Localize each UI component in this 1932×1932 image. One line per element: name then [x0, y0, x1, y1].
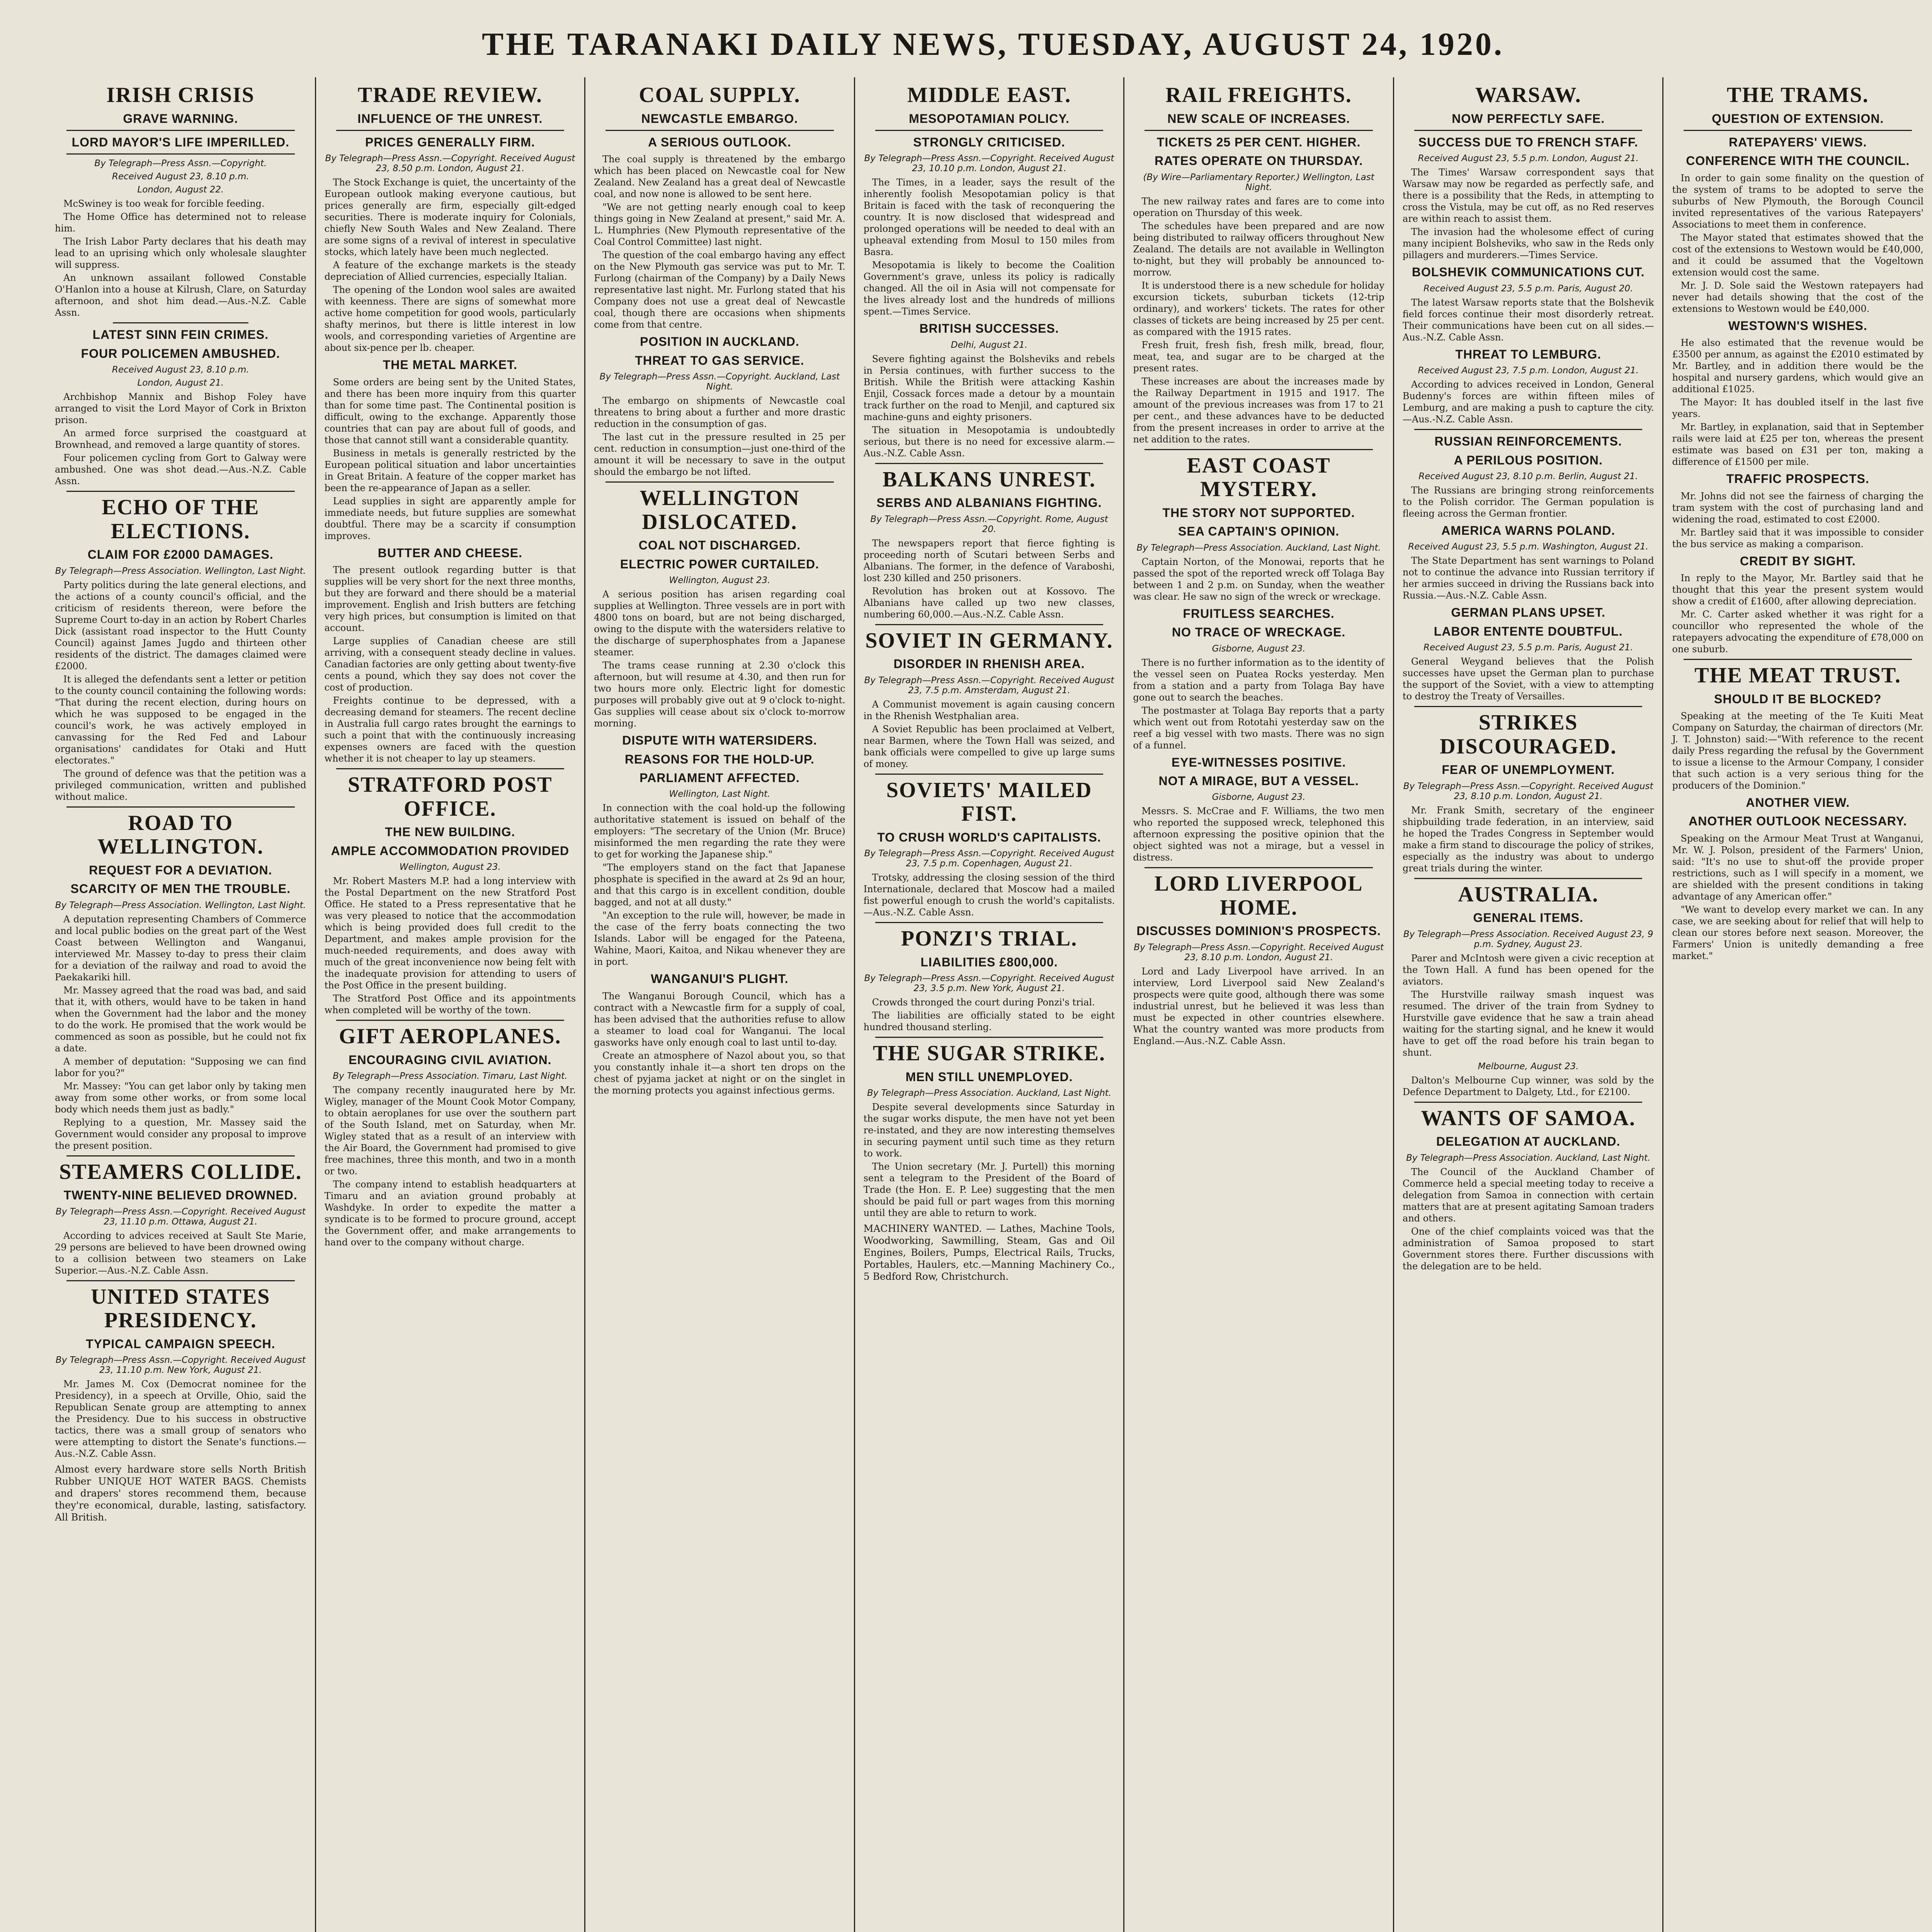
subheading: SERBS AND ALBANIANS FIGHTING.: [876, 496, 1102, 510]
dateline: Received August 23, 5.5 p.m. Paris, August 20.: [1423, 283, 1633, 294]
paragraph: The situation in Mesopotamia is undoubtedly serious, but there is no need for excessive alarm.—Aus.-N.Z. Cable Assn.: [863, 424, 1115, 459]
headline: MIDDLE EAST.: [907, 83, 1071, 107]
subheading: CLAIM FOR £2000 DAMAGES.: [87, 548, 274, 562]
paragraph: The Mayor: It has doubled itself in the last five years.: [1672, 397, 1924, 420]
dateline: London, August 21.: [137, 378, 224, 388]
paragraph: The latest Warsaw reports state that the Bolshevik field forces continue their most disorderly retreat. Their communications have been cut on all sides.—Aus.-N.Z. Cable Assn.: [1402, 297, 1654, 343]
divider: [875, 463, 1104, 464]
dateline: By Telegraph—Press Association. Wellington, Last Night.: [55, 566, 306, 576]
headline: STRATFORD POST OFFICE.: [348, 773, 553, 821]
paragraph: Freights continue to be depressed, with a decreasing demand for steamers. The recent decline in Australia full cargo rates brought the earnings to such a point that with the continuously increasing expenses owners are faced with the question whether it is not cheaper to lay up steamers.: [324, 695, 576, 764]
paragraph: Archbishop Mannix and Bishop Foley have arranged to visit the Lord Mayor of Cork in Brixton prison.: [55, 391, 306, 426]
dateline: Wellington, August 23.: [399, 862, 501, 872]
dateline: By Telegraph—Press Assn.—Copyright.: [94, 158, 267, 169]
paragraph: Messrs. S. McCrae and F. Williams, the two men who reported the supposed wreck, telephoned this afternoon expressing the positive opinion that the object sighted was not a mirage, but a vessel in distress.: [1133, 806, 1384, 863]
dateline: By Telegraph—Press Assn.—Copyright. Received August 23, 8.50 p.m. London, August 21.: [325, 153, 575, 174]
paragraph: Mr. Johns did not see the fairness of charging the tram system with the cost of purchasing land and widening the road, estimated to cost £2000.: [1672, 490, 1924, 525]
headline: SOVIETS' MAILED FIST.: [886, 778, 1092, 826]
divider: [66, 806, 295, 808]
headline: WARSAW.: [1475, 83, 1582, 107]
divider: [1414, 429, 1643, 430]
divider: [66, 1280, 295, 1281]
dateline: Wellington, Last Night.: [669, 789, 770, 799]
headline: PONZI'S TRIAL.: [901, 927, 1078, 951]
advertisement: Almost every hardware store sells North British Rubber UNIQUE HOT WATER BAGS. Chemists and drapers' stores recommend them, because they're economical, durable, lasting, satisfactory. All British.: [55, 1464, 306, 1523]
divider: [66, 491, 295, 492]
subheading: BOLSHEVIK COMMUNICATIONS CUT.: [1412, 265, 1645, 279]
paragraph: The Council of the Auckland Chamber of Commerce held a special meeting today to receive a delegation from Samoa in connection with certain matters that are at present agitating Samoan traders and others.: [1402, 1166, 1654, 1224]
subheading: AMPLE ACCOMMODATION PROVIDED: [331, 844, 570, 858]
subheading: RUSSIAN REINFORCEMENTS.: [1434, 434, 1622, 449]
paragraph: The Hurstville railway smash inquest was resumed. The driver of the train from Sydney to Hurstville gave evidence that he saw a train ahead waiting for the starting signal, and he knew it would have to get off the road before his train began to shunt.: [1402, 989, 1654, 1058]
headline: RAIL FREIGHTS.: [1165, 83, 1352, 107]
paragraph: General Weygand believes that the Polish successes have upset the German plan to purchase the support of the Soviet, with a view to attempting to destroy the Treaty of Versailles.: [1402, 656, 1654, 702]
subheading: FRUITLESS SEARCHES.: [1183, 606, 1335, 621]
paragraph: The Irish Labor Party declares that his death may lead to an uprising which only wholesale slaughter will suppress.: [55, 236, 306, 270]
column-6: [1393, 77, 1663, 1932]
paragraph: According to advices received in London, General Budenny's forces are within fifteen miles of Lemburg, and are making a push to capture the city.—Aus.-N.Z. Cable Assn.: [1402, 379, 1654, 425]
paragraph: Fresh fruit, fresh fish, fresh milk, bread, flour, meat, tea, and sugar are to be charged at the present rates.: [1133, 339, 1384, 374]
headline: WANTS OF SAMOA.: [1421, 1106, 1636, 1130]
dateline: By Telegraph—Press Assn.—Copyright. Received August 23, 11.10 p.m. New York, August 21.: [55, 1355, 306, 1376]
paragraph: The Times' Warsaw correspondent says that Warsaw may now be regarded as perfectly safe, and there is a possibility that the Reds, in attempting to cross the Vistula, may be cut off, as no Red reserves are within reach to assist them.: [1402, 167, 1654, 224]
paragraph: In reply to the Mayor, Mr. Bartley said that he thought that this year the present system would show a credit of £1600, after allowing depreciation.: [1672, 572, 1924, 607]
paragraph: Lord and Lady Liverpool have arrived. In an interview, Lord Liverpool said New Zealand's prospects were quite good, although there was some industrial unrest, but he believed it was less than must be expected in other countries elsewhere. What the country wanted was more products from England.—Aus.-N.Z. Cable Assn.: [1133, 966, 1384, 1046]
headline: WELLINGTON DISLOCATED.: [639, 486, 800, 534]
column-1: [46, 77, 315, 1932]
dateline: Received August 23, 8.10 p.m.: [112, 172, 249, 182]
subheading: REASONS FOR THE HOLD-UP.: [624, 752, 815, 766]
subheading: NEW SCALE OF INCREASES.: [1167, 111, 1350, 126]
column-5: [1123, 77, 1393, 1932]
subheading: DISORDER IN RHENISH AREA.: [893, 657, 1085, 671]
dateline: (By Wire—Parliamentary Reporter.) Wellington, Last Night.: [1143, 172, 1374, 192]
subheading: PRICES GENERALLY FIRM.: [365, 135, 535, 149]
paragraph: The embargo on shipments of Newcastle coal threatens to bring about a further and more drastic reduction in the consumption of gas.: [594, 395, 845, 430]
dateline: By Telegraph—Press Assn.—Copyright. Received August 23, 8.10 p.m. London, August 21.: [1134, 942, 1384, 963]
subheading: TYPICAL CAMPAIGN SPEECH.: [86, 1337, 276, 1351]
subheading: COAL NOT DISCHARGED.: [638, 538, 801, 553]
dateline: By Telegraph—Press Association. Timaru, Last Night.: [333, 1071, 568, 1082]
subheading: THE NEW BUILDING.: [385, 825, 515, 839]
headline: THE MEAT TRUST.: [1694, 663, 1901, 687]
paragraph: Severe fighting against the Bolsheviks and rebels in Persia continues, with further success to the British. While the British were attacking Kashin Enjil, Cossack forces made a detour by a mountain track further on the road to Menjil, and captured six machine-guns and eighty prisoners.: [863, 353, 1115, 422]
paragraph: The postmaster at Tolaga Bay reports that a party which went out from Rototahi yesterday saw on the reef a big vessel with two masts. There was no sign of a funnel.: [1133, 705, 1384, 751]
paragraph: A Communist movement is again causing concern in the Rhenish Westphalian area.: [863, 699, 1115, 721]
dateline: Received August 23, 5.5 p.m. Paris, August 21.: [1423, 643, 1633, 653]
paragraph: A Soviet Republic has been proclaimed at Velbert, near Barmen, where the Town Hall was seized, and bank officials were compelled to give up large sums of money.: [863, 723, 1115, 769]
headline: BALKANS UNREST.: [883, 467, 1096, 492]
paragraph: Replying to a question, Mr. Massey said the Government would consider any proposal to improve the present position.: [55, 1117, 306, 1151]
divider: [1414, 706, 1643, 707]
paragraph: "The employers stand on the fact that Japanese phosphate is specified in the award at 2s 9d an hour, and that this cargo is in excellent condition, double bagged, and not at all dusty.": [594, 862, 845, 908]
subheading: PARLIAMENT AFFECTED.: [639, 770, 800, 785]
paragraph: The last cut in the pressure resulted in 25 per cent. reduction in consumption—just one-third of the amount it will be necessary to save in the output should the embargo be not lifted.: [594, 432, 845, 478]
subheading: BUTTER AND CHEESE.: [378, 546, 522, 560]
dateline: Wellington, August 23.: [669, 575, 770, 586]
dateline: Received August 23, 8.10 p.m. Berlin, August 21.: [1418, 471, 1638, 481]
paragraph: Create an atmosphere of Nazol about you, so that you constantly inhale it—a short ten drops on the chest of pyjama jacket at night or on the singlet in the morning protects you against infectious germs.: [594, 1050, 845, 1096]
dateline: By Telegraph—Press Association. Auckland, Last Night.: [1406, 1153, 1651, 1163]
paragraph: Revolution has broken out at Kossovo. The Albanians have called up two new classes, numbering 60,000.—Aus.-N.Z. Cable Assn.: [863, 585, 1115, 620]
subheading: TRAFFIC PROSPECTS.: [1726, 472, 1869, 486]
subheading: NEWCASTLE EMBARGO.: [641, 111, 798, 126]
divider: [336, 1020, 565, 1021]
paragraph: The Stratford Post Office and its appointments when completed will be worthy of the town.: [324, 993, 576, 1016]
divider: [1145, 867, 1373, 868]
paragraph: Parer and McIntosh were given a civic reception at the Town Hall. A fund has been opened for the aviators.: [1402, 952, 1654, 987]
paragraph: The opening of the London wool sales are awaited with keenness. There are signs of somewhat more active home competition for good wools, particularly shafty merinos, but there is little interest in low wools, and corresponding varieties of Argentine are about six-pence per lb. cheaper.: [324, 284, 576, 354]
subheading: GERMAN PLANS UPSET.: [1451, 605, 1605, 620]
dateline: By Telegraph—Press Association. Received August 23, 9 p.m. Sydney, August 23.: [1403, 929, 1653, 949]
dateline: By Telegraph—Press Assn.—Copyright. Received August 23, 7.5 p.m. Amsterdam, August 21.: [864, 675, 1114, 696]
paragraph: An unknown assailant followed Constable O'Hanlon into a house at Kilrush, Clare, on Saturday afternoon, and shot him dead.—Aus.-N.Z. Cable Assn.: [55, 272, 306, 318]
dateline: By Telegraph—Press Association. Wellington, Last Night.: [55, 900, 306, 910]
paragraph: Some orders are being sent by the United States, and there has been more inquiry from this quarter than for some time past. The Continental position is difficult, owing to the exchange. Apparently those countries that can pay are about full of goods, and those that cannot still want a considerable quantity.: [324, 376, 576, 446]
headline: LORD LIVERPOOL HOME.: [1154, 872, 1363, 920]
subheading: DELEGATION AT AUCKLAND.: [1436, 1134, 1621, 1149]
paragraph: Mr. Massey: "You can get labor only by taking men away from some other works, or from some local body which needs them just as badly.": [55, 1080, 306, 1115]
paragraph: According to advices received at Sault Ste Marie, 29 persons are believed to have been drowned owing to a collision between two steamers on Lake Superior.—Aus.-N.Z. Cable Assn.: [55, 1230, 306, 1276]
paragraph: The company recently inaugurated here by Mr. Wigley, manager of the Mount Cook Motor Company, to obtain aeroplanes for use over the southern part of the South Island, met on Saturday, when Mr. Wigley stated that as a result of an interview with the Air Board, the Government had promised to give free machines, three this month, and two in a month or two.: [324, 1085, 576, 1177]
paragraph: There is no further information as to the identity of the vessel seen on Puatea Rocks yesterday. Men from a station and a party from Tolaga Bay have gone out to search the beaches.: [1133, 657, 1384, 703]
headline: AUSTRALIA.: [1458, 882, 1599, 906]
subheading: SCARCITY OF MEN THE TROUBLE.: [70, 882, 291, 896]
subheading: NOT A MIRAGE, BUT A VESSEL.: [1158, 774, 1359, 788]
subheading: ENCOURAGING CIVIL AVIATION.: [349, 1053, 552, 1067]
masthead: THE TARANAKI DAILY NEWS, TUESDAY, AUGUST 24, 1920.: [482, 26, 1504, 62]
column-7: [1662, 77, 1932, 1932]
paragraph: The company intend to establish headquarters at Timaru and an aviation ground probably at Washdyke. In order to expedite the matter a syndicate is to be formed to procure ground, accept the Government offer, and make arrangements to hand over to the company without charge.: [324, 1179, 576, 1248]
paragraph: In order to gain some finality on the question of the system of trams to be adopted to serve the suburbs of New Plymouth, the Borough Council invited representatives of the various Ratepayers' Associations to meet them in conference.: [1672, 172, 1924, 230]
headline: ECHO OF THE ELECTIONS.: [102, 495, 260, 543]
subheading: NO TRACE OF WRECKAGE.: [1172, 625, 1346, 639]
divider: [1145, 449, 1373, 450]
subheading: WANGANUI'S PLIGHT.: [651, 972, 789, 986]
columns: [46, 77, 1932, 1932]
subheading: A SERIOUS OUTLOOK.: [648, 135, 791, 149]
subheading: SEA CAPTAIN'S OPINION.: [1178, 524, 1340, 539]
subheading: FEAR OF UNEMPLOYMENT.: [1442, 763, 1615, 777]
dateline: By Telegraph—Press Assn.—Copyright. Auckland, Last Night.: [599, 372, 840, 392]
paragraph: One of the chief complaints voiced was that the administration of Samoa proposed to start Government stores there. Further discussions with the delegation are to be held.: [1402, 1226, 1654, 1272]
divider: [875, 130, 1104, 131]
paragraph: McSwiney is too weak for forcible feeding.: [63, 198, 265, 209]
subheading: SHOULD IT BE BLOCKED?: [1714, 692, 1882, 706]
paragraph: Four policemen cycling from Gort to Galway were ambushed. One was shot dead.—Aus.-N.Z. Cable Assn.: [55, 452, 306, 487]
subheading: TICKETS 25 PER CENT. HIGHER.: [1156, 135, 1361, 149]
subheading: THE STORY NOT SUPPORTED.: [1162, 505, 1355, 520]
paragraph: In connection with the coal hold-up the following authoritative statement is issued on behalf of the employers: "The secretary of the Union (Mr. Bruce) misinformed the men regarding the rate they were to get for working the Japanese ship.": [594, 803, 845, 860]
dateline: Delhi, August 21.: [951, 340, 1028, 350]
paragraph: The trams cease running at 2.30 o'clock this afternoon, but will resume at 4.30, and then run for two hours more only. Electric light for domestic purposes will probably give out at 9 o'clock to-night. Gas supplies will cease about six o'clock to-morrow morning.: [594, 660, 845, 729]
dateline: Received August 23, 5.5 p.m. London, August 21.: [1418, 153, 1639, 164]
headline: COAL SUPPLY.: [639, 83, 801, 107]
dateline: Received August 23, 8.10 p.m.: [112, 365, 249, 375]
subheading: DISCUSSES DOMINION'S PROSPECTS.: [1136, 924, 1381, 938]
divider: [1145, 130, 1373, 131]
headline: ROAD TO WELLINGTON.: [97, 811, 264, 859]
paragraph: Dalton's Melbourne Cup winner, was sold by the Defence Department to Dalgety, Ltd., for £2100.: [1402, 1075, 1654, 1097]
subheading: AMERICA WARNS POLAND.: [1441, 523, 1616, 537]
subheading: ELECTRIC POWER CURTAILED.: [620, 557, 819, 571]
paragraph: The ground of defence was that the petition was a privileged communication, written and published without malice.: [55, 768, 306, 802]
paragraph: It is understood there is a new schedule for holiday excursion tickets, suburban tickets (12-trip ordinary), and workers' tickets. The rates for other classes of tickets are being increased by 25 per cent. as compared with the 1915 rates.: [1133, 280, 1384, 337]
paragraph: The newspapers report that fierce fighting is proceeding north of Scutari between Serbs and Albanians. The former, in the defence of Varaboshi, lost 230 killed and 250 prisoners.: [863, 537, 1115, 583]
dateline: By Telegraph—Press Assn.—Copyright. Received August 23, 7.5 p.m. Copenhagen, August 21.: [864, 849, 1114, 869]
paragraph: Mr. Bartley said that it was impossible to consider the bus service as making a comparison.: [1672, 527, 1924, 549]
paragraph: Mesopotamia is likely to become the Coalition Government's grave, unless its policy is radically changed. All the oil in Asia will not compensate for the lives already lost and the hundreds of millions spent.—Times Service.: [863, 260, 1115, 317]
divider: [113, 322, 248, 323]
divider: [875, 922, 1104, 923]
paragraph: Lead supplies in sight are apparently ample for immediate needs, but future supplies are somewhat doubtful. There may be a scarcity if consumption improves.: [324, 495, 576, 541]
subheading: INFLUENCE OF THE UNREST.: [357, 111, 543, 126]
paragraph: He also estimated that the revenue would be £3500 per annum, as against the £2010 estimated by Mr. Bartley, and in addition there would be the hospital and nursery gardens, which would give an additional £1025.: [1672, 337, 1924, 395]
paragraph: The State Department has sent warnings to Poland not to continue the advance into Russian territory if her armies succeed in driving the Russians back into Russia.—Aus.-N.Z. Cable Assn.: [1402, 555, 1654, 601]
subheading: ANOTHER VIEW.: [1746, 795, 1850, 810]
headline: SOVIET IN GERMANY.: [865, 628, 1113, 653]
paragraph: The coal supply is threatened by the embargo which has been placed on Newcastle coal for New Zealand. New Zealand has a great deal of Newcastle coal, and now none is allowed to be sent here.: [594, 154, 845, 200]
paragraph: The new railway rates and fares are to come into operation on Thursday of this week.: [1133, 196, 1384, 218]
paragraph: Party politics during the late general elections, and the actions of a county council's official, and the criticism of residents thereon, were before the Supreme Court to-day in an action by Robert Charles Dick (assistant road inspector to the Hutt County Council) against James Jugdo and thirteen other residents of the district. The damages claimed were £2000.: [55, 579, 306, 672]
subheading: SUCCESS DUE TO FRENCH STAFF.: [1418, 135, 1638, 149]
paragraph: Crowds thronged the court during Ponzi's trial.: [872, 997, 1095, 1008]
paragraph: An armed force surprised the coastguard at Brownhead, and removed a large quantity of stores.: [55, 428, 306, 451]
paragraph: The Union secretary (Mr. J. Purtell) this morning sent a telegram to the President of the Board of Trade (the Hon. E. P. Lee) suggesting that the men should be paid full or part wages from this morning until they are able to return to work.: [863, 1161, 1115, 1219]
subheading: FOUR POLICEMEN AMBUSHED.: [81, 346, 280, 361]
paragraph: "We are not getting nearly enough coal to keep things going in New Zealand at present," said Mr. A. L. Humphries (New Plymouth representative of the Coal Control Committee) last night.: [594, 202, 845, 248]
divider: [875, 774, 1104, 775]
paragraph: Mr. Robert Masters M.P. had a long interview with the Postal Department on the new Stratford Post Office. He stated to a Press representative that he was very pleased to notice that the accommodation which is being provided does full credit to the Department, and makes ample provision for the much-needed requirements, and does away with much of the great inconvenience now being felt with the inadequate provision for attending to users of the Post Office in the present building.: [324, 876, 576, 991]
headline: UNITED STATES PRESIDENCY.: [91, 1284, 270, 1333]
headline: THE SUGAR STRIKE.: [873, 1041, 1105, 1066]
subheading: BRITISH SUCCESSES.: [919, 321, 1059, 336]
paragraph: The Wanganui Borough Council, which has a contract with a Newcastle firm for a supply of coal, has been advised that the authorities refuse to allow a steamer to load coal for Wanganui. The local gasworks have only enough coal to last until to-day.: [594, 990, 845, 1048]
divider: [605, 130, 834, 131]
divider: [1414, 130, 1643, 131]
subheading: MESOPOTAMIAN POLICY.: [909, 111, 1070, 126]
subheading: RATEPAYERS' VIEWS.: [1728, 135, 1867, 149]
advertisement: MACHINERY WANTED. — Lathes, Machine Tools, Woodworking, Sawmilling, Steam, Gas and Oil Engines, Boilers, Pumps, Electrical Rails, Trucks, Portables, Haulers, etc.—Manning Machinery Co., 5 Bedford Row, Christchurch.: [863, 1223, 1115, 1282]
subheading: TWENTY-NINE BELIEVED DROWNED.: [63, 1188, 298, 1202]
divider: [1684, 130, 1912, 131]
dateline: By Telegraph—Press Assn.—Copyright. Rome, August 20.: [870, 514, 1108, 534]
subheading: GRAVE WARNING.: [123, 111, 238, 126]
paragraph: The Russians are bringing strong reinforcements to the Polish corridor. The German population is fleeing across the German frontier.: [1402, 485, 1654, 519]
subheading: CREDIT BY SIGHT.: [1740, 554, 1856, 568]
headline: IRISH CRISIS: [106, 83, 255, 107]
paragraph: Mr. J. D. Sole said the Westown ratepayers had never had details showing that the cost of the extensions to Westown would be £40,000.: [1672, 280, 1924, 314]
headline: TRADE REVIEW.: [357, 83, 543, 107]
paragraph: Mr. C. Carter asked whether it was right for a councillor who represented the whole of the ratepayers advocating the expenditure of £78,000 on one suburb.: [1672, 609, 1924, 655]
paragraph: The invasion had the wholesome effect of curing many incipient Bolsheviks, who saw in the Reds only pillagers and murderers.—Times Service.: [1402, 226, 1654, 261]
dateline: By Telegraph—Press Assn.—Copyright. Received August 23, 3.5 p.m. New York, August 21.: [864, 973, 1114, 994]
dateline: By Telegraph—Press Assn.—Copyright. Received August 23, 8.10 p.m. London, August 21.: [1403, 781, 1653, 801]
paragraph: Mr. Frank Smith, secretary of the engineer shipbuilding trade federation, in an interview, said he hoped the Trades Congress in September would make a firm stand to discourage the policy of strikes, especially as the industry was about to undergo great trials during the winter.: [1402, 804, 1654, 874]
subheading: LABOR ENTENTE DOUBTFUL.: [1434, 624, 1623, 638]
paragraph: Mr. James M. Cox (Democrat nominee for the Presidency), in a speech at Orville, Ohio, said the Republican Senate group are attempting to annex the Presidency. Due to his success in obstructive tactics, there was a small group of senators who were attempting to distort the Senate's functions.—Aus.-N.Z. Cable Assn.: [55, 1379, 306, 1459]
divider: [66, 1155, 295, 1156]
subheading: REQUEST FOR A DEVIATION.: [89, 863, 272, 877]
paragraph: "An exception to the rule will, however, be made in the case of the ferry boats connecting the two Islands. Labor will be engaged for the Pateena, Wahine, Maori, Kaitoa, and Nikau whenever they are in port.: [594, 910, 845, 968]
paragraph: Large supplies of Canadian cheese are still arriving, with a consequent steady decline in values. Canadian factories are only getting about twenty-five cents a pound, which they say does not cover the cost of production.: [324, 636, 576, 693]
subheading: EYE-WITNESSES POSITIVE.: [1171, 755, 1346, 769]
divider: [336, 130, 565, 131]
dateline: By Telegraph—Press Assn.—Copyright. Received August 23, 10.10 p.m. London, August 21.: [864, 153, 1114, 174]
dateline: Melbourne, August 23.: [1478, 1061, 1579, 1071]
subheading: LORD MAYOR'S LIFE IMPERILLED.: [71, 135, 290, 149]
headline: STRIKES DISCOURAGED.: [1440, 711, 1617, 759]
dateline: By Telegraph—Press Association. Auckland, Last Night.: [867, 1088, 1112, 1099]
subheading: THREAT TO LEMBURG.: [1455, 347, 1602, 361]
headline: GIFT AEROPLANES.: [339, 1024, 561, 1049]
paragraph: The Home Office has determined not to release him.: [55, 211, 306, 234]
headline: EAST COAST MYSTERY.: [1187, 453, 1331, 502]
dateline: Gisborne, August 23.: [1212, 792, 1306, 803]
paragraph: The question of the coal embargo having any effect on the New Plymouth gas service was put to Mr. T. Furlong (chairman of the Company) by a Daily News representative last night. Mr. Furlong stated that his Company does not use a great deal of Newcastle coal, though there are occasions when shipments come from that centre.: [594, 250, 845, 330]
headline: THE TRAMS.: [1727, 83, 1869, 107]
dateline: By Telegraph—Press Assn.—Copyright. Received August 23, 11.10 p.m. Ottawa, August 21.: [55, 1206, 306, 1227]
paragraph: These increases are about the increases made by the Railway Department in 1915 and 1917. The amount of the previous increases was from 17 to 21 per cent., and these advances have to be deducted from the present increases in order to arrive at the net addition to the rates.: [1133, 376, 1384, 445]
subheading: ANOTHER OUTLOOK NECESSARY.: [1689, 814, 1907, 828]
paragraph: Speaking at the meeting of the Te Kuiti Meat Company on Saturday, the chairman of directors (Mr. J. T. Johnston) said:—"With reference to the recent daily Press regarding the refusal by the Government to issue a license to the Armour Company, I consider that such action is a very serious thing for the producers of the Dominion.": [1672, 710, 1924, 791]
subheading: MEN STILL UNEMPLOYED.: [905, 1070, 1073, 1084]
dateline: London, August 22.: [137, 185, 224, 195]
paragraph: A member of deputation: "Supposing we can find labor for you?": [55, 1056, 306, 1078]
headline: STEAMERS COLLIDE.: [59, 1160, 302, 1184]
paragraph: The schedules have been prepared and are now being distributed to railway officers throughout New Zealand. The details are not available in Wellington to-night, but they will probably be announced to-morrow.: [1133, 220, 1384, 278]
paragraph: Despite several developments since Saturday in the sugar works dispute, the men have not yet been re-instated, and they are now interesting themselves in securing payment until such time as they return to work.: [863, 1102, 1115, 1159]
divider: [66, 153, 295, 155]
subheading: RATES OPERATE ON THURSDAY.: [1154, 154, 1363, 168]
subheading: CONFERENCE WITH THE COUNCIL.: [1686, 154, 1910, 168]
divider: [1684, 659, 1912, 660]
paragraph: The Stock Exchange is quiet, the uncertainty of the European outlook making everyone cautious, but prices generally are firm, especially gilt-edged securities. There is moderate inquiry for Colonials, chiefly New South Wales and New Zealand. There are some signs of a revival of interest in speculative stocks, which lately have been much neglected.: [324, 177, 576, 258]
subheading: THREAT TO GAS SERVICE.: [635, 353, 804, 367]
subheading: POSITION IN AUCKLAND.: [640, 335, 799, 349]
subheading: LIABILITIES £800,000.: [920, 955, 1058, 969]
paragraph: Speaking on the Armour Meat Trust at Wanganui, Mr. W. J. Polson, president of the Farmers' Union, said: "It's no use to shut-off the provide proper restrictions, such as I will specify in a moment, we are shielded with the present conditions in taking advantage of any American offer.": [1672, 833, 1924, 902]
paragraph: Business in metals is generally restricted by the European political situation and labor uncertainties in Great Britain. A feature of the copper market has been the re-appearance of Japan as a seller.: [324, 447, 576, 493]
paragraph: "We want to develop every market we can. In any case, we are seeking about for relief that will help to clean our stores before next season. Moreover, the Farmers' Union is unitedly demanding a free market.": [1672, 904, 1924, 961]
column-3: [584, 77, 854, 1932]
paragraph: The Times, in a leader, says the result of the inherently foolish Mesopotamian policy is that Britain is faced with the task of reconquering the country. It is now disclosed that widespread and prolonged operations will be needed to deal with an upheaval extending from Mosul to 150 miles from Basra.: [863, 177, 1115, 258]
paragraph: Trotsky, addressing the closing session of the third Internationale, declared that Moscow had a mailed fist powerful enough to crush the world's capitalists.—Aus.-N.Z. Cable Assn.: [863, 872, 1115, 918]
paragraph: The Mayor stated that estimates showed that the cost of the extensions to Westown would be £40,000, and it could be assumed that the Vogeltown extension would cost the same.: [1672, 232, 1924, 278]
subheading: STRONGLY CRITICISED.: [913, 135, 1065, 149]
subheading: THE METAL MARKET.: [383, 358, 517, 372]
column-2: [315, 77, 585, 1932]
divider: [66, 130, 295, 131]
subheading: QUESTION OF EXTENSION.: [1712, 111, 1884, 126]
divider: [336, 768, 565, 769]
dateline: Gisborne, August 23.: [1212, 643, 1306, 654]
subheading: TO CRUSH WORLD'S CAPITALISTS.: [877, 830, 1101, 844]
subheading: DISPUTE WITH WATERSIDERS.: [622, 733, 817, 748]
column-4: [854, 77, 1124, 1932]
paragraph: A feature of the exchange markets is the steady depreciation of Allied currencies, especially Italian.: [324, 260, 576, 282]
paragraph: The liabilities are officially stated to be eight hundred thousand sterling.: [863, 1010, 1115, 1033]
subheading: GENERAL ITEMS.: [1473, 911, 1583, 925]
dateline: Received August 23, 5.5 p.m. Washington, August 21.: [1408, 542, 1649, 552]
divider: [1414, 1102, 1643, 1103]
subheading: A PERILOUS POSITION.: [1454, 453, 1603, 467]
paragraph: A serious position has arisen regarding coal supplies at Wellington. Three vessels are in port with 4800 tons on board, but are not being discharged, owing to the dispute with the watersiders relative to the discharge of superphosphates from a Japanese steamer.: [594, 589, 845, 658]
paragraph: It is alleged the defendants sent a letter or petition to the county council containing the following words: "That during the recent election, during hours on which he was supposed to be engaged in the council's work, he was actively employed in canvassing for the Red Fed and Labour organisations' candidates for Otaki and Hutt electorates.": [55, 673, 306, 766]
paragraph: The present outlook regarding butter is that supplies will be very short for the next three months, but they are forward and there should be a material improvement. English and Irish butters are fetching very high prices, but consumption is limited on that account.: [324, 565, 576, 634]
divider: [875, 1037, 1104, 1038]
paragraph: Mr. Massey agreed that the road was bad, and said that it, with others, would have to be taken in hand when the Government had the labor and the money to do the work. He promised that the work would be commenced as soon as possible, but he could not fix a date.: [55, 985, 306, 1054]
divider: [605, 481, 834, 483]
subheading: WESTOWN'S WISHES.: [1728, 318, 1867, 333]
subheading: NOW PERFECTLY SAFE.: [1452, 111, 1605, 126]
divider: [1414, 878, 1643, 879]
dateline: By Telegraph—Press Association. Auckland, Last Night.: [1136, 543, 1381, 553]
paragraph: Mr. Bartley, in explanation, said that in September rails were laid at £25 per ton, whereas the present estimate was based on £31 per ton, making a difference of £1500 per mile.: [1672, 422, 1924, 468]
dateline: Received August 23, 7.5 p.m. London, August 21.: [1418, 366, 1639, 376]
subheading: LATEST SINN FEIN CRIMES.: [92, 328, 269, 342]
divider: [875, 624, 1104, 625]
paragraph: Captain Norton, of the Monowai, reports that he passed the spot of the reported wreck off Tolaga Bay between 1 and 2 p.m. on Sunday, when the weather was clear. He saw no sign of the wreck or wreckage.: [1133, 556, 1384, 602]
paragraph: A deputation representing Chambers of Commerce and local public bodies on the great part of the West Coast between Wellington and Wanganui, interviewed Mr. Massey to-day to press their claim for a deviation of the railway and road to avoid the Paekakariki hill.: [55, 913, 306, 983]
